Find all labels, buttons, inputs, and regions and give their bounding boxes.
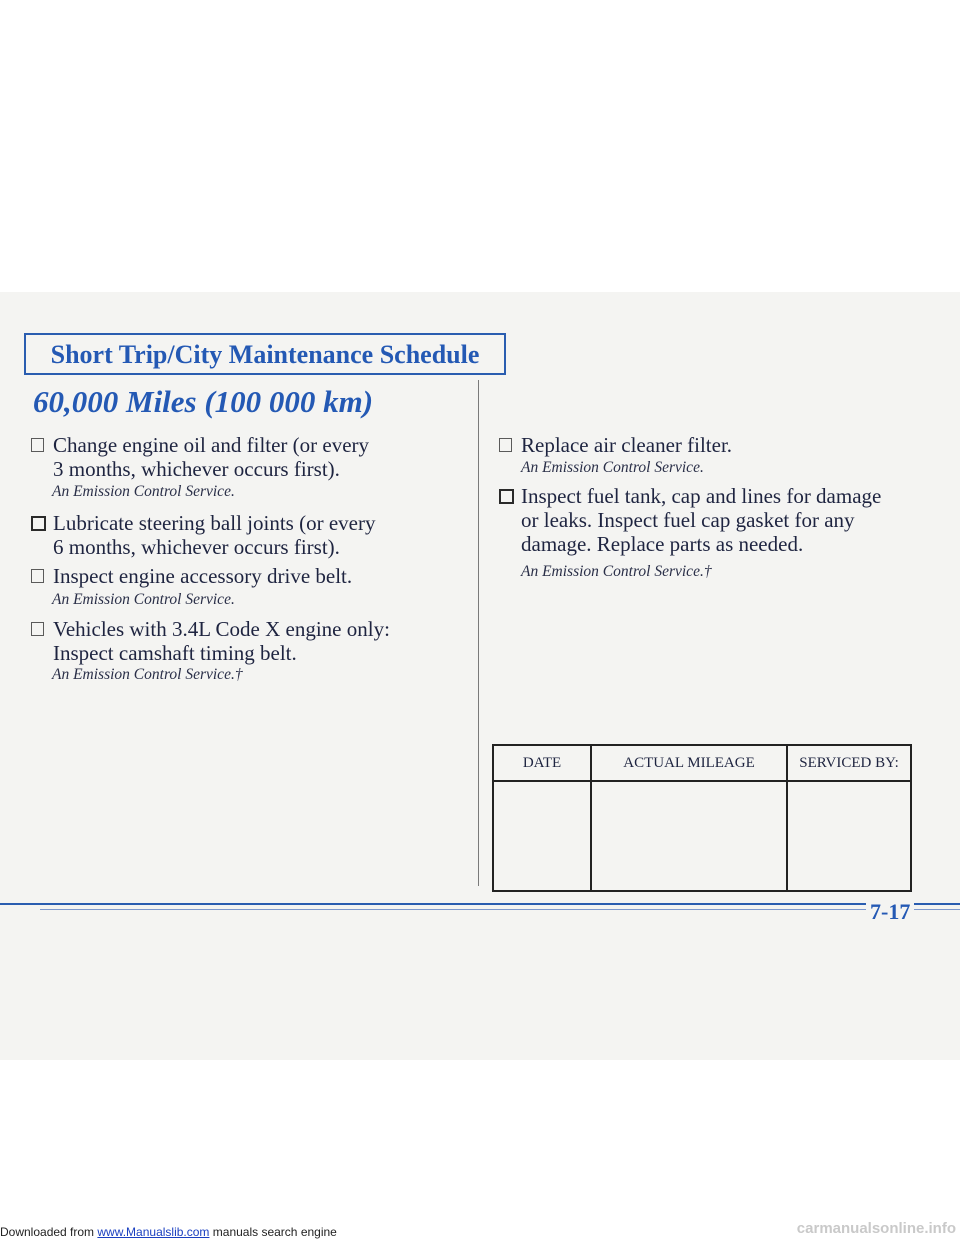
emission-note: An Emission Control Service.†	[521, 563, 712, 580]
download-footer: Downloaded from www.Manualslib.com manuals search engine	[0, 1225, 337, 1239]
checkbox-icon[interactable]	[499, 438, 512, 452]
table-row	[493, 781, 911, 891]
checkbox-icon[interactable]	[499, 489, 514, 504]
date-cell[interactable]	[493, 781, 591, 891]
footer-rule	[0, 903, 960, 905]
checkbox-icon[interactable]	[31, 516, 46, 531]
column-header-mileage: ACTUAL MILEAGE	[591, 745, 787, 781]
mileage-cell[interactable]	[591, 781, 787, 891]
serviced-by-cell[interactable]	[787, 781, 911, 891]
watermark: carmanualsonline.info	[796, 1220, 956, 1237]
manualslib-link[interactable]: www.Manualslib.com	[97, 1225, 210, 1239]
column-divider	[478, 380, 479, 886]
page-number: 7-17	[866, 899, 914, 925]
checklist-item-camshaft-belt: Vehicles with 3.4L Code X engine only: Inspect camshaft timing belt.	[31, 617, 390, 665]
column-header-serviced-by: SERVICED BY:	[787, 745, 911, 781]
checkbox-icon[interactable]	[31, 438, 44, 452]
footer-rule-thin	[40, 909, 960, 910]
section-title-underline	[24, 373, 506, 375]
column-header-date: DATE	[493, 745, 591, 781]
checklist-item-air-filter: Replace air cleaner filter.	[499, 433, 732, 457]
table-header-row	[493, 745, 911, 781]
checklist-item-lubricate-ball-joints: Lubricate steering ball joints (or every 6 months, whichever occurs first).	[31, 511, 375, 559]
checklist-item-change-oil: Change engine oil and filter (or every 3 months, whichever occurs first).	[31, 433, 369, 481]
emission-note: An Emission Control Service.	[521, 459, 704, 476]
checklist-item-inspect-drive-belt: Inspect engine accessory drive belt.	[31, 564, 352, 588]
emission-note: An Emission Control Service.†	[52, 666, 243, 683]
emission-note: An Emission Control Service.	[52, 483, 235, 500]
checkbox-icon[interactable]	[31, 622, 44, 636]
service-log-table	[492, 744, 912, 892]
page-heading: 60,000 Miles (100 000 km)	[33, 384, 374, 419]
checkbox-icon[interactable]	[31, 569, 44, 583]
checklist-item-fuel-tank: Inspect fuel tank, cap and lines for damage or leaks. Inspect fuel cap gasket for any damage. Replace parts as needed.	[499, 484, 881, 556]
emission-note: An Emission Control Service.	[52, 591, 235, 608]
section-title: Short Trip/City Maintenance Schedule	[24, 333, 506, 375]
